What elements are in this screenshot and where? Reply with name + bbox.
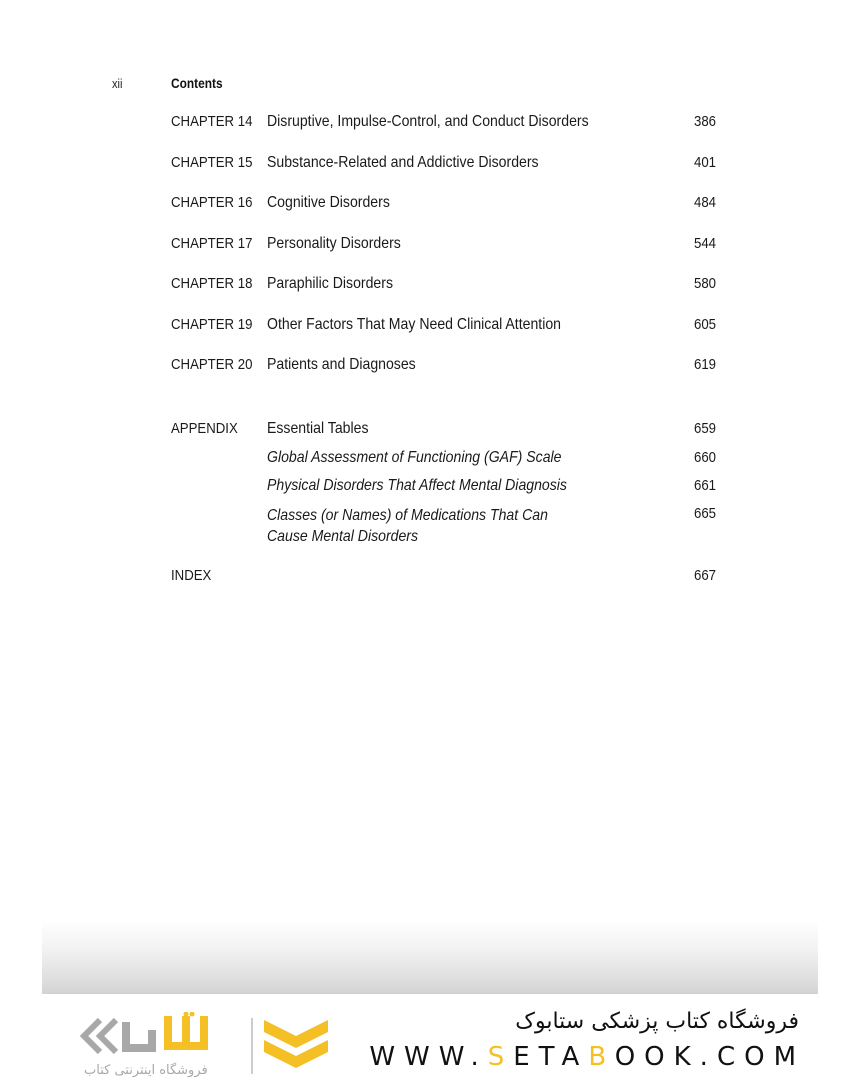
toc-entry-chapter-15[interactable] (171, 154, 716, 176)
chapter-title: Disruptive, Impulse-Control, and Conduct Disorders (267, 113, 589, 130)
subentry-title-line-1: Classes (or Names) of Medications That Can (267, 507, 548, 524)
chapter-title: Personality Disorders (267, 235, 401, 252)
index-label: INDEX (171, 567, 212, 584)
page-ref: 665 (693, 505, 716, 522)
page-ref: 660 (693, 449, 716, 466)
subentry-title: Global Assessment of Functioning (GAF) Scale (267, 449, 562, 466)
chevron-emblem-icon (264, 1020, 328, 1068)
chapter-label: CHAPTER 19 (171, 316, 253, 333)
chapter-title: Paraphilic Disorders (267, 275, 393, 292)
chapter-label: CHAPTER 20 (171, 356, 253, 373)
page-ref: 580 (693, 275, 716, 292)
page-ref: 661 (693, 477, 716, 494)
page-ref: 605 (693, 316, 716, 333)
toc-entry-appendix[interactable] (171, 420, 716, 442)
page-ref: 544 (693, 235, 716, 252)
toc-entry-index[interactable] (171, 567, 716, 589)
subentry-title: Physical Disorders That Affect Mental Diagnosis (267, 477, 567, 494)
subentry-title (267, 505, 548, 547)
appendix-label: APPENDIX (171, 420, 238, 437)
url-part: WWW. (369, 1042, 488, 1072)
chapter-title: Other Factors That May Need Clinical Attention (267, 316, 561, 333)
page-bottom-shadow (42, 920, 818, 994)
toc-entry-chapter-16[interactable] (171, 194, 716, 216)
chapter-label: CHAPTER 14 (171, 113, 253, 130)
chapter-title: Cognitive Disorders (267, 194, 390, 211)
toc-entry-chapter-18[interactable] (171, 275, 716, 297)
chapter-title: Substance-Related and Addictive Disorders (267, 154, 539, 171)
chapter-label: CHAPTER 15 (171, 154, 253, 171)
chapter-label: CHAPTER 17 (171, 235, 253, 252)
toc-entry-chapter-19[interactable] (171, 316, 716, 338)
toc-subentry-medication-classes[interactable] (171, 505, 716, 549)
chapter-label: CHAPTER 18 (171, 275, 253, 292)
toc-entry-chapter-20[interactable] (171, 356, 716, 378)
url-highlight: B (588, 1042, 615, 1072)
url-part: ETA (513, 1042, 589, 1072)
url-highlight: S (487, 1042, 514, 1072)
toc-entry-chapter-14[interactable] (171, 113, 716, 135)
page-number: xii (112, 76, 123, 91)
page-ref: 386 (693, 113, 716, 130)
page-ref: 667 (693, 567, 716, 584)
double-chevron-icon (84, 1020, 116, 1052)
url-part: OOK.COM (614, 1042, 805, 1072)
page-ref: 619 (693, 356, 716, 373)
toc-entry-chapter-17[interactable] (171, 235, 716, 257)
page-title: Contents (171, 75, 223, 91)
svg-text:فروشگاه اینترنتی کتاب: فروشگاه اینترنتی کتاب (84, 1063, 208, 1078)
appendix-title: Essential Tables (267, 420, 369, 437)
page-ref: 659 (693, 420, 716, 437)
setabook-logo (78, 1012, 338, 1078)
subentry-title-line-2: Cause Mental Disorders (267, 528, 419, 545)
page-ref: 484 (693, 194, 716, 211)
page-ref: 401 (693, 154, 716, 171)
store-url[interactable] (369, 1042, 805, 1072)
chapter-label: CHAPTER 16 (171, 194, 253, 211)
chapter-title: Patients and Diagnoses (267, 356, 416, 373)
store-name: فروشگاه کتاب پزشکی ستابوک (515, 1009, 799, 1034)
toc-subentry-physical-disorders[interactable] (171, 477, 716, 499)
toc-subentry-gaf-scale[interactable] (171, 449, 716, 471)
